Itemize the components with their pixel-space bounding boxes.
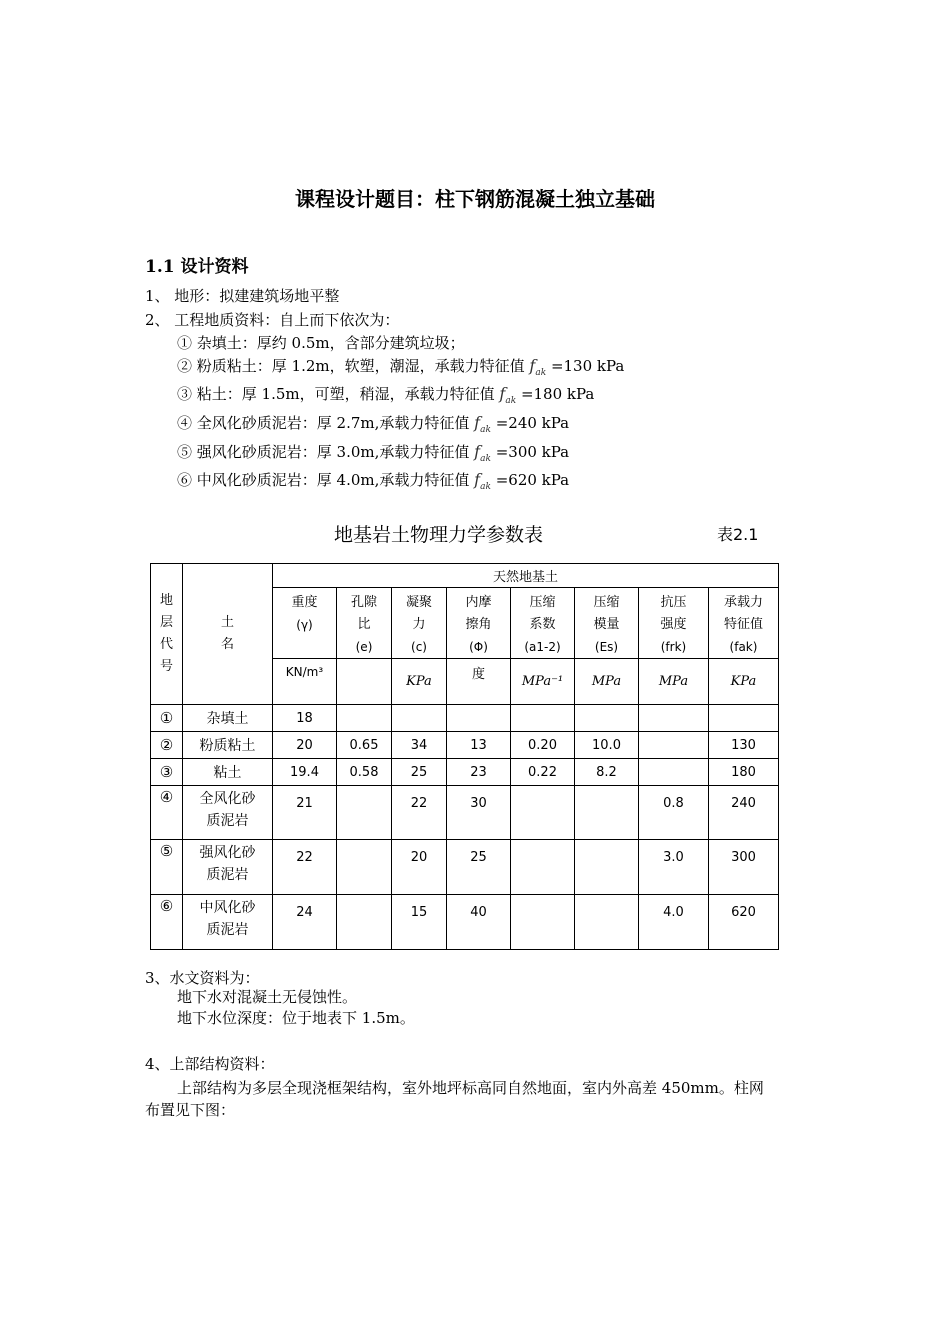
cell-compression-modulus: [575, 786, 639, 840]
table-row: [151, 759, 779, 786]
layer-3-desc: [177, 383, 594, 406]
header-soil-name: 土 名: [183, 564, 273, 705]
soil-parameter-table: [150, 563, 779, 950]
hydro-heading: 3、水文资料为：: [145, 969, 260, 987]
cell-cohesion: [392, 705, 447, 732]
table-number: 表2.1: [717, 525, 759, 544]
unit-bearing-capacity: KPa: [709, 659, 779, 705]
row-soil-name: 杂填土: [183, 705, 273, 732]
layer-5-desc: [177, 441, 569, 464]
cell-void-ratio: [337, 786, 392, 840]
cell-compression-coefficient: [511, 895, 575, 950]
header-compression-coefficient: 压缩 系数 (a1-2): [511, 588, 575, 659]
row-code: ⑥: [151, 895, 183, 950]
fak-symbol: $f_{ak}$: [474, 442, 491, 465]
structure-heading: 4、上部结构资料：: [145, 1055, 275, 1073]
layer-6-desc: [177, 469, 569, 492]
cell-unit-weight: 20: [273, 732, 337, 759]
cell-compression-coefficient: 0.20: [511, 732, 575, 759]
layer-3-text: ③ 粘土：厚 1.5m，可塑，稍湿，承载力特征值: [177, 385, 495, 403]
header-cohesion: 凝聚 力 (c): [392, 588, 447, 659]
row-soil-name: 全风化砂 质泥岩: [183, 786, 273, 840]
cell-unit-weight: 21: [273, 786, 337, 840]
cell-bearing-capacity: 130: [709, 732, 779, 759]
cell-cohesion: 34: [392, 732, 447, 759]
layer-5-text: ⑤ 强风化砂质泥岩：厚 3.0m,承载力特征值: [177, 443, 470, 461]
cell-compression-modulus: [575, 705, 639, 732]
row-code: ③: [151, 759, 183, 786]
layer-4-text: ④ 全风化砂质泥岩：厚 2.7m,承载力特征值: [177, 414, 470, 432]
header-compression-modulus: 压缩 模量 (Es): [575, 588, 639, 659]
row-soil-name: 粘土: [183, 759, 273, 786]
cell-unit-weight: 18: [273, 705, 337, 732]
cell-friction-angle: [447, 705, 511, 732]
header-compressive-strength: 抗压 强度 (frk): [639, 588, 709, 659]
table-row: [151, 840, 779, 895]
row-code: ①: [151, 705, 183, 732]
fak-symbol: $f_{ak}$: [499, 384, 517, 407]
cell-void-ratio: [337, 840, 392, 895]
cell-friction-angle: 13: [447, 732, 511, 759]
cell-bearing-capacity: [709, 705, 779, 732]
cell-compressive-strength: [639, 705, 709, 732]
cell-compression-modulus: 10.0: [575, 732, 639, 759]
cell-compression-coefficient: [511, 705, 575, 732]
cell-void-ratio: [337, 705, 392, 732]
header-friction-angle: 内摩 擦角 (Φ): [447, 588, 511, 659]
cell-cohesion: 25: [392, 759, 447, 786]
layer-2-desc: [177, 355, 624, 378]
header-natural-foundation: 天然地基土: [273, 564, 779, 588]
cell-compression-coefficient: [511, 840, 575, 895]
cell-unit-weight: 24: [273, 895, 337, 950]
table-row: [151, 895, 779, 950]
header-void-ratio: 孔隙 比 (e): [337, 588, 392, 659]
row-code: ②: [151, 732, 183, 759]
unit-unit-weight: KN/m³: [273, 659, 337, 705]
row-code: ④: [151, 786, 183, 840]
row-soil-name: 中风化砂 质泥岩: [183, 895, 273, 950]
unit-compression-modulus: MPa: [575, 659, 639, 705]
cell-compression-modulus: [575, 895, 639, 950]
unit-compression-coefficient: MPa⁻¹: [511, 659, 575, 705]
header-layer-code: 地 层 代 号: [151, 564, 183, 705]
hydro-corrosion: 地下水对混凝土无侵蚀性。: [177, 988, 358, 1006]
item-terrain: 1、 地形：拟建建筑场地平整: [145, 287, 340, 305]
hydro-water-table: 地下水位深度：位于地表下 1.5m。: [177, 1009, 415, 1027]
layer-6-value: =620 kPa: [495, 471, 570, 489]
cell-void-ratio: [337, 895, 392, 950]
unit-void-ratio: [337, 659, 392, 705]
layer-4-value: =240 kPa: [495, 414, 570, 432]
header-bearing-capacity: 承载力 特征值 (fak): [709, 588, 779, 659]
table-caption: 地基岩土物理力学参数表: [334, 524, 544, 546]
cell-compression-modulus: 8.2: [575, 759, 639, 786]
cell-compression-coefficient: [511, 786, 575, 840]
cell-compressive-strength: 0.8: [639, 786, 709, 840]
row-soil-name: 强风化砂 质泥岩: [183, 840, 273, 895]
cell-compression-coefficient: 0.22: [511, 759, 575, 786]
cell-bearing-capacity: 180: [709, 759, 779, 786]
structure-paragraph-cont: 布置见下图：: [145, 1101, 236, 1119]
cell-bearing-capacity: 300: [709, 840, 779, 895]
cell-compressive-strength: 3.0: [639, 840, 709, 895]
row-code: ⑤: [151, 840, 183, 895]
cell-bearing-capacity: 240: [709, 786, 779, 840]
table-row: [151, 786, 779, 840]
unit-compressive-strength: MPa: [639, 659, 709, 705]
layer-5-value: =300 kPa: [495, 443, 570, 461]
layer-4-desc: [177, 412, 569, 435]
page-title: 课程设计题目：柱下钢筋混凝土独立基础: [295, 187, 655, 211]
header-unit-weight: 重度 (γ): [273, 588, 337, 659]
cell-cohesion: 20: [392, 840, 447, 895]
fak-symbol: $f_{ak}$: [474, 413, 491, 436]
layer-2-value: =130 kPa: [550, 357, 625, 375]
layer-2-text: ② 粉质粘土：厚 1.2m，软塑，潮湿，承载力特征值: [177, 357, 525, 375]
cell-void-ratio: 0.65: [337, 732, 392, 759]
section-heading: 1.1 设计资料: [145, 257, 249, 277]
cell-compressive-strength: 4.0: [639, 895, 709, 950]
unit-friction-angle: 度: [447, 659, 511, 705]
fak-symbol: $f_{ak}$: [474, 470, 491, 493]
layer-3-value: =180 kPa: [520, 385, 595, 403]
cell-compressive-strength: [639, 759, 709, 786]
table-row: [151, 732, 779, 759]
cell-unit-weight: 19.4: [273, 759, 337, 786]
unit-cohesion: KPa: [392, 659, 447, 705]
row-soil-name: 粉质粘土: [183, 732, 273, 759]
fak-symbol: $f_{ak}$: [529, 356, 547, 379]
cell-bearing-capacity: 620: [709, 895, 779, 950]
item-geology: 2、 工程地质资料：自上而下依次为：: [145, 311, 400, 329]
layer-1-desc: ① 杂填土：厚约 0.5m，含部分建筑垃圾；: [177, 334, 465, 352]
table-row: [151, 705, 779, 732]
cell-friction-angle: 23: [447, 759, 511, 786]
cell-compression-modulus: [575, 840, 639, 895]
cell-cohesion: 15: [392, 895, 447, 950]
cell-unit-weight: 22: [273, 840, 337, 895]
cell-compressive-strength: [639, 732, 709, 759]
cell-cohesion: 22: [392, 786, 447, 840]
cell-void-ratio: 0.58: [337, 759, 392, 786]
cell-friction-angle: 30: [447, 786, 511, 840]
cell-friction-angle: 40: [447, 895, 511, 950]
layer-6-text: ⑥ 中风化砂质泥岩：厚 4.0m,承载力特征值: [177, 471, 470, 489]
structure-paragraph: 上部结构为多层全现浇框架结构，室外地坪标高同自然地面，室内外高差 450mm。柱网: [177, 1079, 764, 1097]
cell-friction-angle: 25: [447, 840, 511, 895]
